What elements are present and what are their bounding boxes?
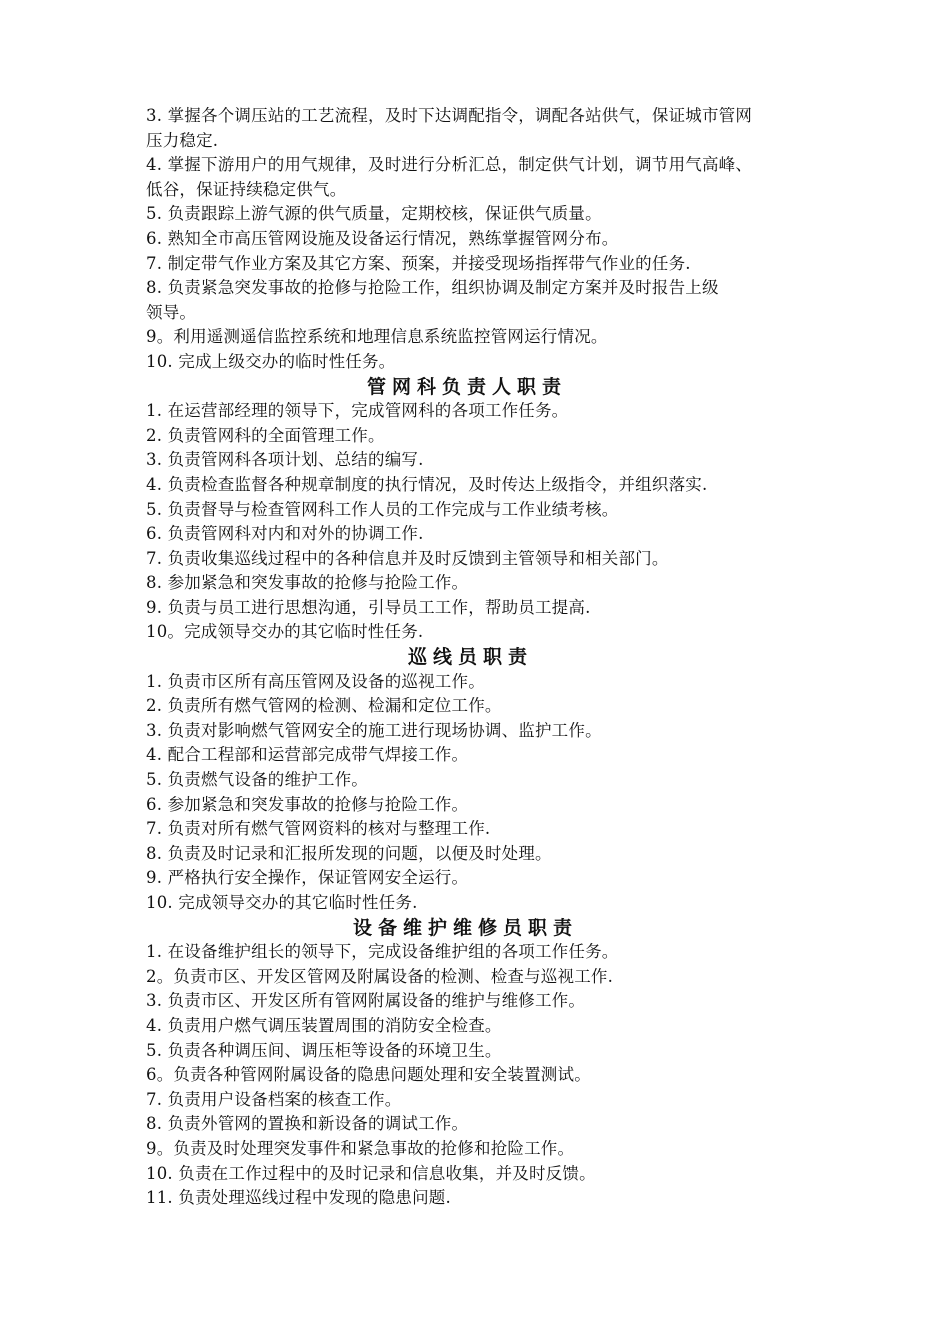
list-item: 3. 负责市区、开发区所有管网附属设备的维护与维修工作。: [146, 991, 586, 1011]
list-item: 9. 严格执行安全操作，保证管网安全运行。: [146, 868, 469, 888]
list-item: 5. 负责督导与检查管网科工作人员的工作完成与工作业绩考核。: [146, 499, 619, 519]
list-item: 4. 掌握下游用户的用气规律，及时进行分析汇总，制定供气计划，调节用气高峰、: [146, 155, 753, 175]
list-item: 3. 负责对影响燃气管网安全的施工进行现场协调、监护工作。: [146, 720, 602, 740]
list-item: 5. 负责燃气设备的维护工作。: [146, 770, 368, 790]
list-item: 10. 负责在工作过程中的及时记录和信息收集，并及时反馈。: [146, 1163, 596, 1183]
list-item: 8. 负责及时记录和汇报所发现的问题，以便及时处理。: [146, 843, 552, 863]
list-item: 3. 负责管网科各项计划、总结的编写.: [146, 450, 424, 470]
section-intro: [146, 104, 826, 375]
list-item: 4. 配合工程部和运营部完成带气焊接工作。: [146, 745, 469, 765]
list-item: 7. 负责对所有燃气管网资料的核对与整理工作.: [146, 819, 491, 839]
section-pipe-network: [146, 375, 826, 646]
list-item: 8. 负责紧急突发事故的抢修与抢险工作，组织协调及制定方案并及时报告上级: [146, 278, 719, 298]
list-item: 7. 制定带气作业方案及其它方案、预案，并接受现场指挥带气作业的任务.: [146, 253, 691, 273]
list-item: 6. 参加紧急和突发事故的抢修与抢险工作。: [146, 794, 469, 814]
section-heading: 巡线员职责: [408, 646, 534, 669]
list-item: 6. 熟知全市高压管网设施及设备运行情况，熟练掌握管网分布。: [146, 228, 619, 248]
section-heading: 管网科负责人职责: [367, 375, 568, 398]
list-item: 4. 负责检查监督各种规章制度的执行情况，及时传达上级指令，并组织落实.: [146, 474, 708, 494]
section-heading: 设备维护维修员职责: [353, 916, 579, 939]
list-item: 11. 负责处理巡线过程中发现的隐患问题.: [146, 1188, 451, 1208]
list-item: 1. 负责市区所有高压管网及设备的巡视工作。: [146, 671, 485, 691]
list-item: 7. 负责收集巡线过程中的各种信息并及时反馈到主管领导和相关部门。: [146, 548, 669, 568]
list-item: 低谷，保证持续稳定供气。: [146, 179, 347, 199]
list-item: 3. 掌握各个调压站的工艺流程，及时下达调配指令，调配各站供气，保证城市管网: [146, 106, 753, 125]
list-item: 1. 在运营部经理的领导下，完成管网科的各项工作任务。: [146, 401, 569, 421]
list-item: 9。负责及时处理突发事件和紧急事故的抢修和抢险工作。: [146, 1138, 575, 1158]
list-item: 8. 参加紧急和突发事故的抢修与抢险工作。: [146, 573, 469, 593]
list-item: 压力稳定.: [146, 130, 219, 150]
list-item: 10。完成领导交办的其它临时性任务.: [146, 622, 424, 642]
list-item: 6。负责各种管网附属设备的隐患问题处理和安全装置测试。: [146, 1065, 591, 1085]
list-item: 7. 负责用户设备档案的核查工作。: [146, 1089, 402, 1109]
list-item: 4. 负责用户燃气调压装置周围的消防安全检查。: [146, 1015, 502, 1035]
list-item: 2. 负责管网科的全面管理工作。: [146, 425, 385, 445]
list-item: 领导。: [146, 302, 197, 322]
list-item: 2. 负责所有燃气管网的检测、检漏和定位工作。: [146, 696, 502, 716]
document-page: [146, 104, 826, 1211]
list-item: 10. 完成领导交办的其它临时性任务.: [146, 893, 418, 912]
section-maintenance: [146, 916, 826, 1211]
list-item: 9. 负责与员工进行思想沟通，引导员工工作，帮助员工提高.: [146, 597, 591, 617]
list-item: 1. 在设备维护组长的领导下，完成设备维护组的各项工作任务。: [146, 942, 619, 962]
list-item: 9。利用遥测遥信监控系统和地理信息系统监控管网运行情况。: [146, 327, 608, 347]
list-item: 8. 负责外管网的置换和新设备的调试工作。: [146, 1114, 469, 1134]
list-item: 5. 负责各种调压间、调压柜等设备的环境卫生。: [146, 1040, 502, 1060]
section-patrol: [146, 645, 826, 916]
list-item: 6. 负责管网科对内和对外的协调工作.: [146, 524, 424, 544]
list-item: 2。负责市区、开发区管网及附属设备的检测、检查与巡视工作.: [146, 966, 614, 986]
list-item: 5. 负责跟踪上游气源的供气质量，定期校核，保证供气质量。: [146, 204, 602, 224]
list-item: 10. 完成上级交办的临时性任务。: [146, 351, 396, 371]
